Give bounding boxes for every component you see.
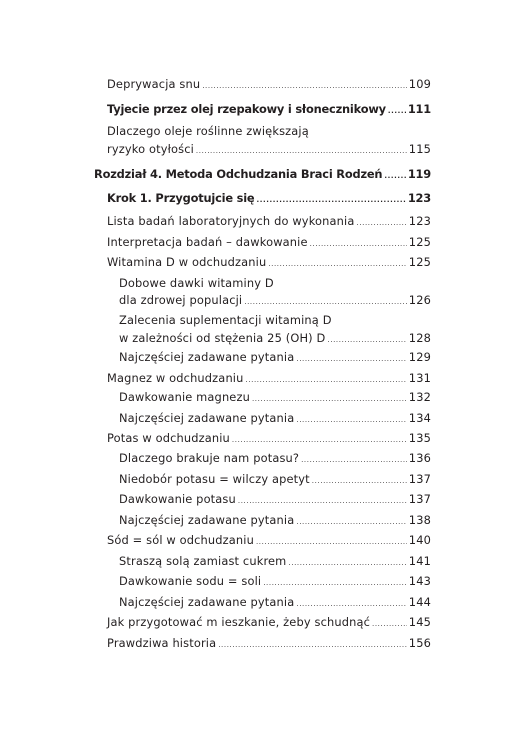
toc-entry (107, 142, 431, 156)
dot-leader (202, 82, 407, 90)
toc-entry-title: Dlaczego brakuje nam potasu? (119, 451, 300, 465)
dot-leader (296, 518, 406, 526)
dot-leader (252, 395, 407, 403)
toc-page-number: 119 (407, 167, 431, 181)
toc-page-number: 128 (408, 331, 431, 345)
toc-entry-title: Interpretacja badań – dawkowanie (107, 235, 308, 249)
toc-page-number: 138 (408, 513, 431, 527)
toc-entry-title: ryzyko otyłości (107, 142, 194, 156)
dot-leader (238, 497, 407, 505)
toc-page-number: 109 (408, 77, 431, 91)
dot-leader (232, 436, 407, 444)
toc-entry-title: Najczęściej zadawane pytania (119, 595, 295, 609)
toc-page-number: 134 (408, 411, 431, 425)
toc-entry-title-line1: Dlaczego oleje roślinne zwiększają (107, 124, 309, 138)
toc-page-number: 125 (408, 235, 431, 249)
toc-entry (107, 371, 431, 385)
toc-entry (107, 255, 431, 269)
dot-leader (218, 641, 407, 649)
toc-entry (107, 615, 431, 629)
toc-entry-title: Magnez w odchudzaniu (107, 371, 244, 385)
toc-entry (107, 77, 431, 91)
toc-entry (107, 102, 431, 116)
toc-entry-title: Tyjecie przez olej rzepakowy i słonecznikowy (107, 102, 386, 116)
toc-page-number: 145 (408, 615, 431, 629)
toc-entry (119, 331, 431, 345)
toc-entry (119, 390, 431, 404)
toc-entry (119, 293, 431, 307)
toc-entry-title: Najczęściej zadawane pytania (119, 411, 295, 425)
toc-page-number: 111 (407, 102, 431, 116)
toc-entry-title: dla zdrowej populacji (119, 293, 243, 307)
toc-entry-title: Potas w odchudzaniu (107, 431, 230, 445)
dot-leader (296, 600, 406, 608)
toc-entry-title-line1: Dobowe dawki witaminy D (119, 276, 274, 290)
toc-page-number: 144 (408, 595, 431, 609)
toc-page-number: 129 (408, 350, 431, 364)
dot-leader (310, 240, 407, 248)
toc-page-number: 125 (408, 255, 431, 269)
toc-entry-title: Najczęściej zadawane pytania (119, 350, 295, 364)
dot-leader (312, 477, 407, 485)
toc-entry (107, 533, 431, 547)
toc-entry-title: Najczęściej zadawane pytania (119, 513, 295, 527)
toc-entry (119, 574, 431, 588)
dot-leader (384, 172, 405, 180)
toc-page-number: 132 (408, 390, 431, 404)
toc-page-number: 143 (408, 574, 431, 588)
toc-entry (107, 191, 431, 205)
toc-entry-title: Deprywacja snu (107, 77, 201, 91)
dot-leader (388, 107, 406, 115)
toc-entry (119, 595, 431, 609)
dot-leader (301, 456, 407, 464)
toc-entry (107, 235, 431, 249)
toc-entry (119, 513, 431, 527)
toc-entry-title: Dawkowanie potasu (119, 492, 236, 506)
toc-page-number: 126 (408, 293, 431, 307)
dot-leader (372, 620, 407, 628)
dot-leader (246, 376, 407, 384)
toc-entry-title: Prawdziwa historia (107, 636, 217, 650)
dot-leader (244, 298, 407, 306)
toc-page-number: 136 (408, 451, 431, 465)
toc-entry-title: Niedobór potasu = wilczy apetyt (119, 472, 310, 486)
toc-page-number: 123 (408, 214, 431, 228)
toc-entry (119, 554, 431, 568)
toc-page-number: 135 (408, 431, 431, 445)
toc-entry-title: Sód = sól w odchudzaniu (107, 533, 254, 547)
toc-page-number: 137 (408, 492, 431, 506)
dot-leader (327, 336, 406, 344)
toc-entry-title: Dawkowanie magnezu (119, 390, 250, 404)
toc-page-number: 131 (408, 371, 431, 385)
toc-entry-title-line1: Zalecenia suplementacji witaminą D (119, 313, 332, 327)
dot-leader (296, 416, 406, 424)
toc-entry-title: Witamina D w odchudzaniu (107, 255, 267, 269)
toc-entry-title: Straszą solą zamiast cukrem (119, 554, 287, 568)
toc-entry (119, 411, 431, 425)
dot-leader (296, 355, 406, 363)
toc-entry (107, 214, 431, 228)
dot-leader (268, 260, 406, 268)
toc-page-number: 123 (407, 191, 431, 205)
dot-leader (356, 219, 406, 227)
toc-chapter-title: Rozdział 4. Metoda Odchudzania Braci Rodzeń (94, 167, 383, 181)
toc-entry-title: Jak przygotować m ieszkanie, żeby schudnąć (107, 615, 371, 629)
dot-leader (196, 147, 407, 155)
toc-page-number: 115 (408, 142, 431, 156)
dot-leader (263, 579, 407, 587)
toc-entry (107, 636, 431, 650)
toc-page-number: 140 (408, 533, 431, 547)
toc-entry-title: Krok 1. Przygotujcie się (107, 191, 255, 205)
toc-entry-title: Lista badań laboratoryjnych do wykonania (107, 214, 355, 228)
toc-page-number: 156 (408, 636, 431, 650)
toc-page-number: 137 (408, 472, 431, 486)
toc-entry (107, 431, 431, 445)
toc-entry (119, 350, 431, 364)
toc-chapter-entry (94, 167, 431, 181)
toc-entry (119, 451, 431, 465)
toc-entry-title: w zależności od stężenia 25 (OH) D (119, 331, 326, 345)
toc-page-number: 141 (408, 554, 431, 568)
dot-leader (256, 196, 405, 204)
toc-entry (119, 472, 431, 486)
dot-leader (288, 559, 406, 567)
toc-entry (119, 492, 431, 506)
dot-leader (256, 538, 407, 546)
toc-entry-title: Dawkowanie sodu = soli (119, 574, 262, 588)
